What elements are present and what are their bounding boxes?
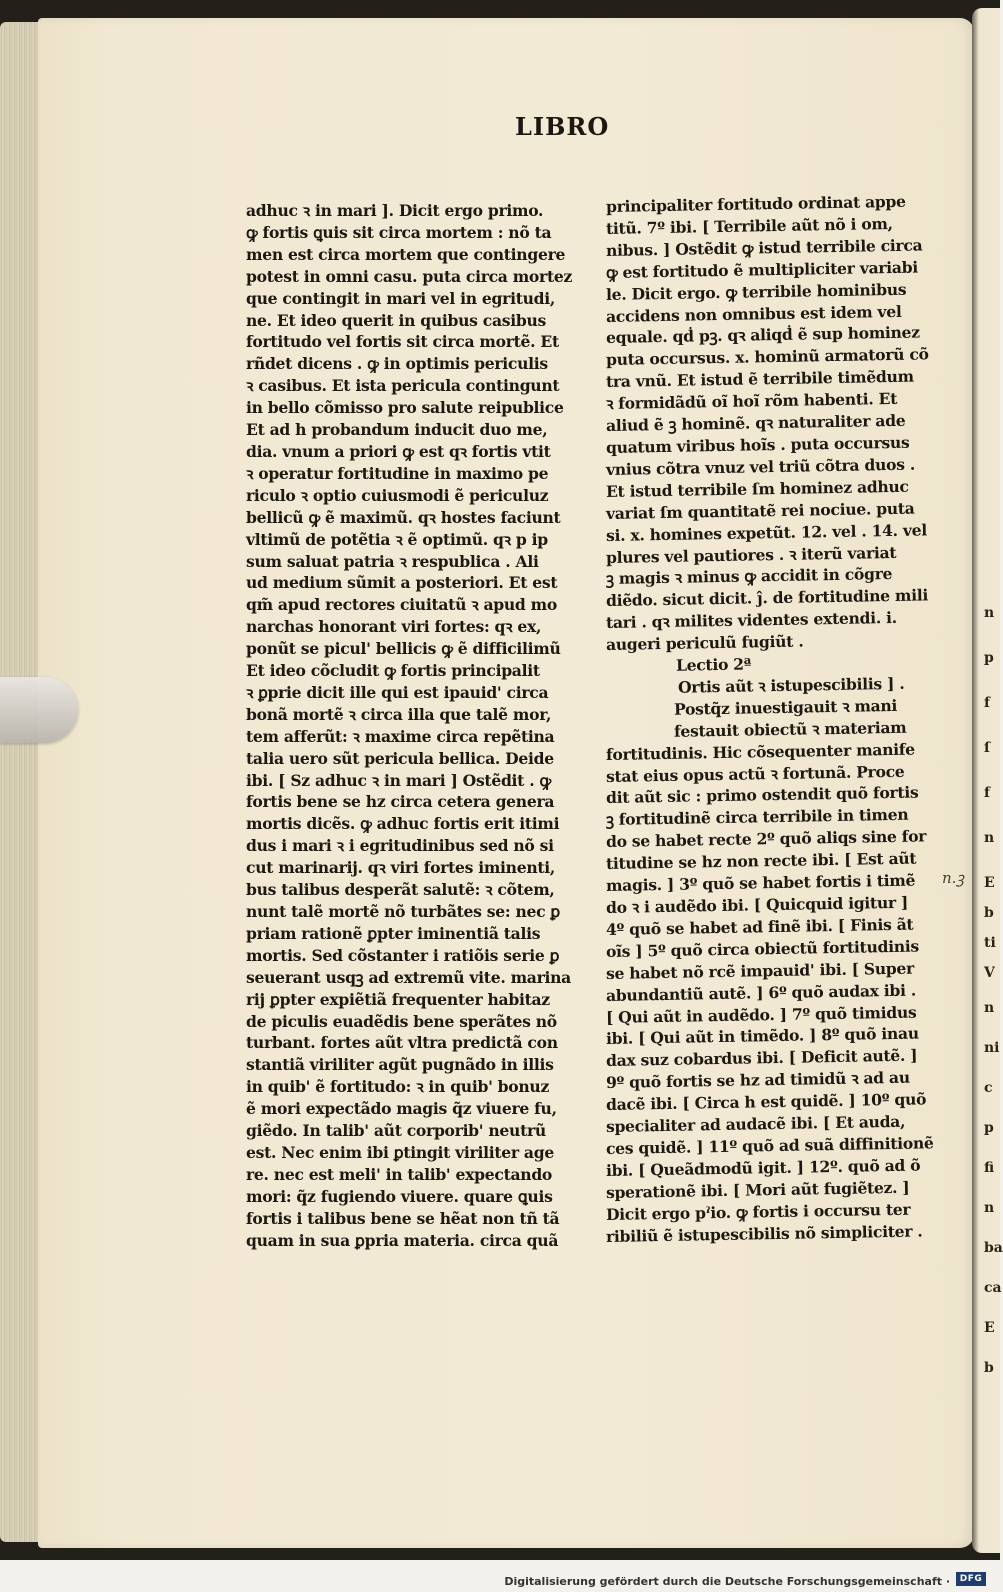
- text-line: tra vnũ. Et istud ẽ terribile timẽdum: [605, 366, 914, 392]
- text-line: specialiter ad audacẽ ibi. [ Et auda,: [605, 1111, 906, 1137]
- text-line: [ Qui aũt in audẽdo. ] 7º quõ timidus: [605, 1002, 917, 1027]
- text-line: le. Dicit ergo. ꝙ terribile hominibus: [605, 279, 907, 304]
- text-line: plures vel pautiores . ꝛ iterũ variat: [605, 542, 897, 567]
- page-stack-edge: [0, 22, 42, 1542]
- text-line: priam rationẽ ꝑpter iminentiã talis: [246, 923, 541, 943]
- text-line: giẽdo. In talib' aũt corporib' neutrũ: [246, 1121, 546, 1141]
- text-line: 9º quõ fortis se hz ad timidũ ꝛ ad au: [605, 1067, 910, 1093]
- text-line: dit aũt sic : primo ostendit quõ fortis: [605, 783, 919, 808]
- text-line: ꝫ magis ꝛ minus ꝙ accidit in cõgre: [605, 564, 893, 589]
- text-line: bonã mortẽ ꝛ circa illa que talẽ mor,: [246, 704, 552, 724]
- text-line: fortitudinis. Hic cõsequenter manife: [605, 739, 915, 764]
- text-line: Et ideo cõcludit ꝙ fortis principalit: [246, 661, 540, 681]
- text-line: fortis i talibus bene se hẽat non tñ tã: [246, 1208, 560, 1228]
- next-page-letter: n: [984, 1200, 995, 1216]
- text-line: principaliter fortitudo ordinat appe: [605, 191, 906, 216]
- text-line: ne. Et ideo querit in quibus casibus: [246, 310, 546, 330]
- text-line: men est circa mortem que contingere: [246, 244, 566, 264]
- next-page-letter: ni: [984, 1040, 1000, 1056]
- text-line: stantiã viriliter agũt pugnãdo in illis: [246, 1055, 554, 1075]
- text-line: dia. vnum a priori ꝙ est qꝛ fortis vtit: [246, 441, 551, 461]
- text-line: ibi. [ Sz adhuc ꝛ in mari ] Ostẽdit . ꝙ: [246, 770, 551, 790]
- text-line: Ortis aũt ꝛ istupescibilis ] .: [677, 673, 905, 697]
- text-line: quam in sua ꝑpria materia. circa quã: [246, 1230, 559, 1250]
- next-page-letter: ti: [984, 935, 996, 951]
- text-line: puta occursus. x. hominũ armatorũ cõ: [605, 344, 929, 370]
- text-line: stat eius opus actũ ꝛ fortunã. Proce: [605, 761, 905, 786]
- text-line: mori: q̃z fugiendo viuere. quare ꝗuis: [246, 1186, 553, 1206]
- text-line: ibi. [ Qui aũt in timẽdo. ] 8º quõ inau: [605, 1023, 919, 1049]
- text-line: titũ. 7º ibi. [ Terribile aũt nõ i om,: [605, 213, 893, 238]
- text-line: ꝛ ꝑprie dicit ille qui est ipauid' circa: [246, 682, 549, 702]
- text-line: fortitudo vel fortis sit circa mortẽ. Et: [246, 332, 559, 352]
- next-page-letter: p: [984, 1120, 994, 1136]
- next-page-letter: E: [984, 1320, 995, 1336]
- text-line: ribiliũ ẽ istupescibilis nõ simpliciter .: [605, 1221, 923, 1246]
- text-line: sum saluat patria ꝛ respublica . Ali: [246, 551, 539, 571]
- next-page-letter: n: [984, 605, 995, 621]
- next-page-letter: f: [984, 785, 991, 801]
- next-page-letter: b: [984, 1360, 994, 1376]
- text-line: Dicit ergo pˀio. ꝙ fortis i occursu ter: [605, 1199, 911, 1224]
- running-head: LIBRO: [515, 112, 610, 141]
- text-line: que contingit in mari vel in egritudi,: [246, 288, 555, 308]
- text-line: ꝙ est fortitudo ẽ multipliciter variabi: [605, 257, 919, 282]
- text-line: Et istud terribile ſm hominez adhuc: [605, 476, 909, 501]
- left-text-column: [246, 200, 573, 1252]
- text-line: dax suz cobardus ibi. [ Deficit autẽ. ]: [605, 1045, 918, 1071]
- text-line: rñdet dicens . ꝙ in optimis periculis: [246, 354, 548, 374]
- footer-credit: Digitalisierung gefördert durch die Deutsche Forschungsgemeinschaft ·: [504, 1575, 950, 1588]
- text-line: aliud ẽ ꝫ hominẽ. qꝛ naturaliter ade: [605, 410, 906, 436]
- text-line: vltimũ de potẽtia ꝛ ẽ optimũ. qꝛ p ip: [246, 529, 548, 549]
- right-text-column: [605, 191, 934, 1248]
- text-line: narchas honorant viri fortes: qꝛ ex,: [246, 617, 542, 637]
- next-page-edge: [972, 8, 1003, 1553]
- next-page-letter: V: [984, 965, 995, 981]
- text-line: in quib' ẽ fortitudo: ꝛ in quib' bonuz: [246, 1077, 550, 1097]
- text-line: vnius cõtra vnuz vel triũ cõtra duos .: [605, 454, 916, 479]
- text-line: ibi. [ Queãdmodũ igit. ] 12º. quõ ad õ: [605, 1155, 921, 1180]
- text-line: sperationẽ ibi. [ Mori aũt fugiẽtez. ]: [605, 1177, 910, 1202]
- text-line: ꝛ operatur fortitudine in maximo pe: [246, 463, 549, 483]
- text-line: ẽ mori expectãdo magis q̃z viuere fu,: [246, 1099, 557, 1119]
- text-line: Postq̃z inuestigauit ꝛ mani: [673, 695, 898, 719]
- text-line: in bello cõmisso pro salute reipublice: [246, 398, 564, 418]
- text-line: riculo ꝛ optio cuiusmodi ẽ periculuz: [246, 485, 549, 505]
- text-line: oĩs ] 5º quõ circa obiectũ fortitudinis: [605, 936, 920, 961]
- text-line: equale. qḋ pꝫ. qꝛ aliqḋ ẽ sup hominez: [605, 322, 920, 348]
- text-line: ꝛ casibus. Et ista pericula contingunt: [246, 376, 560, 396]
- text-line: mortis. Sed cõstanter i ratiõis serie ꝑ: [246, 945, 560, 965]
- text-line: diẽdo. sicut dicit. ĵ. de fortitudine mili: [605, 585, 929, 611]
- text-line: tari . qꝛ milites videntes extendi. i.: [605, 608, 897, 633]
- text-line: Lectio 2ª: [675, 654, 752, 675]
- next-page-letter: n: [984, 830, 995, 846]
- text-line: potest in omni casu. puta circa mortez: [246, 266, 573, 286]
- text-line: de piculis euadẽdis bene sperãtes nõ: [246, 1011, 557, 1031]
- text-line: nunt talẽ mortẽ nõ turbãtes se: nec ꝑ: [246, 902, 561, 921]
- text-line: turbant. fortes aũt vltra predictã con: [246, 1033, 558, 1053]
- text-line: ponũt se picul' bellicis ꝙ ẽ difficilimũ: [246, 639, 561, 659]
- text-line: seuerant usqꝫ ad extremũ vite. marina: [246, 967, 571, 987]
- text-line: bellicũ ꝙ ẽ maximũ. qꝛ hostes faciunt: [246, 507, 561, 527]
- text-line: magis. ] 3º quõ se habet fortis i timẽ: [605, 870, 916, 896]
- next-page-letter: fi: [984, 1160, 995, 1176]
- text-line: accidens non omnibus est idem vel: [605, 301, 902, 326]
- page-clip: [0, 677, 78, 743]
- text-line: nibus. ] Ostẽdit ꝙ istud terribile circa: [605, 235, 923, 260]
- text-line: augeri periculũ fugiũt .: [605, 631, 804, 655]
- text-line: ꝙ fortis ꝗuis sit circa mortem : nõ ta: [246, 222, 552, 242]
- margin-note: n.ꝫ: [942, 869, 965, 887]
- text-line: 4º quõ se habet ad finẽ ibi. [ Finis ãt: [605, 914, 914, 939]
- text-line: fortis bene se hz circa cetera genera: [246, 792, 555, 812]
- text-line: tem afferũt: ꝛ maxime circa repẽtina: [246, 726, 555, 746]
- text-line: mortis dicẽs. ꝙ adhuc fortis erit itimi: [246, 814, 560, 834]
- text-line: variat ſm quantitatẽ rei nociue. puta: [605, 498, 915, 523]
- dfg-logo: DFG: [956, 1572, 986, 1586]
- text-line: qm̃ apud rectores ciuitatũ ꝛ apud mo: [246, 595, 557, 615]
- text-line: abundantiũ autẽ. ] 6º quõ audax ibi .: [605, 980, 917, 1005]
- text-line: do se habet recte 2º quõ aliqs sine for: [605, 826, 927, 852]
- text-line: talia uero sũt pericula bellica. Deide: [246, 748, 554, 768]
- text-line: ꝛ formidãdũ oĩ hoĩ rõm habenti. Et: [605, 389, 898, 414]
- next-page-letter: ca: [984, 1280, 1002, 1296]
- text-line: bus talibus desperãt salutẽ: ꝛ cõtem,: [246, 880, 555, 900]
- next-page-letter: p: [984, 650, 994, 666]
- text-line: Et ad h probandum inducit duo me,: [246, 420, 548, 440]
- text-line: ud medium sũmit a posteriori. Et est: [246, 573, 558, 593]
- text-line: dacẽ ibi. [ Circa h est quidẽ. ] 10º quõ: [605, 1089, 927, 1115]
- text-line: cut marinarij. qꝛ viri fortes iminenti,: [246, 858, 556, 878]
- next-page-letter: ſ: [984, 740, 991, 756]
- text-line: festauit obiectũ ꝛ materiam: [673, 717, 907, 741]
- next-page-letter: n: [984, 1000, 995, 1016]
- text-line: quatum viribus hoĩs . puta occursus: [605, 432, 910, 457]
- next-page-letter: f: [984, 695, 991, 711]
- text-line: ꝫ fortitudinẽ circa terribile in timen: [605, 805, 909, 830]
- text-line: si. x. homines expetũt. 12. vel . 14. vel: [605, 519, 928, 545]
- text-line: est. Nec enim ibi ꝑtingit viriliter age: [246, 1142, 554, 1162]
- text-line: se habet nõ rcẽ impauid' ibi. [ Super: [605, 958, 915, 983]
- text-line: do ꝛ i audẽdo ibi. [ Quicquid igitur ]: [605, 892, 909, 917]
- next-page-letter: E: [984, 875, 995, 891]
- next-page-letter: b: [984, 905, 994, 921]
- text-line: adhuc ꝛ in mari ]. Dicit ergo primo.: [246, 201, 544, 220]
- text-line: titudine se hz non recte ibi. [ Est aũt: [605, 848, 917, 874]
- next-page-letter: ba: [984, 1240, 1003, 1256]
- text-line: re. nec est meli' in talib' expectando: [246, 1164, 553, 1184]
- text-line: ces quidẽ. ] 11º quõ ad suã diffinitionẽ: [605, 1133, 934, 1158]
- next-page-letter: c: [984, 1080, 993, 1096]
- text-line: dus i mari ꝛ i egritudinibus sed nõ si: [246, 836, 554, 856]
- text-line: rij ꝑpter expiẽtiã frequenter habitaz: [246, 989, 550, 1009]
